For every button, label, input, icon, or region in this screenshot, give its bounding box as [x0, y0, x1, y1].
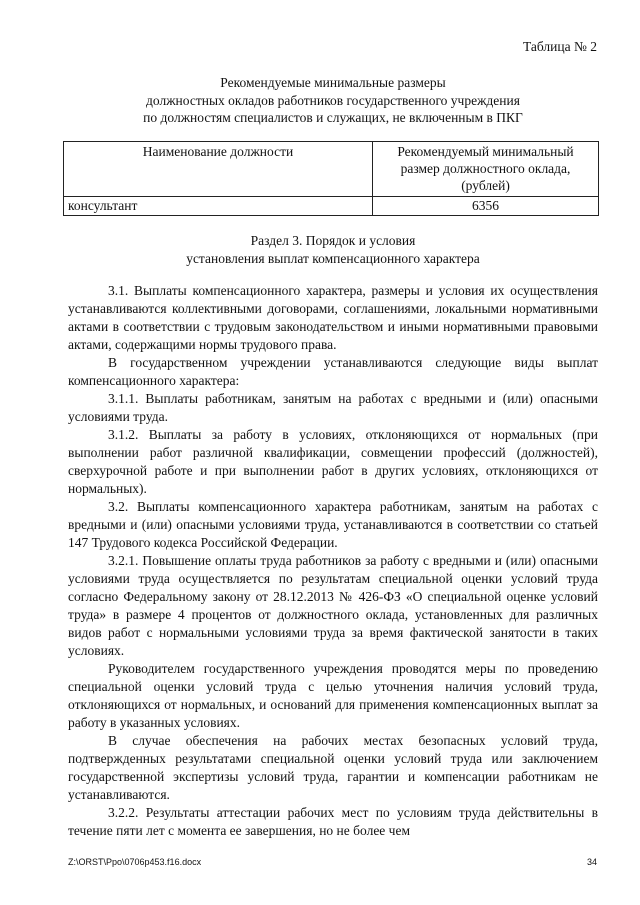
cell-salary: 6356 — [373, 197, 599, 216]
table-number-label: Таблица № 2 — [523, 39, 597, 54]
body-text — [68, 282, 598, 840]
paragraph: 3.1. Выплаты компенсационного характера, размеры и условия их осуществления устанавливаются коллективными договорами, соглашениями, локальными нормативными актами в соответствии с трудовым законодательством и иными нормативными правовыми актами, содержащими нормы трудового права. — [68, 283, 598, 352]
section-title-line: установления выплат компенсационного характера — [186, 251, 480, 266]
section-title — [68, 232, 598, 268]
table-header-row — [64, 142, 599, 197]
header-salary: Рекомендуемый минимальный размер должностного оклада, (рублей) — [373, 142, 599, 197]
table-title-line: должностных окладов работников государственного учреждения — [146, 92, 520, 108]
paragraph: Руководителем государственного учреждения проводятся меры по проведению специальной оценки условий труда с целью уточнения наличия условий труда, отклоняющихся от нормальных, и оснований для применения компенсационных выплат за работу в указанных условиях. — [68, 661, 598, 730]
paragraph: 3.2.1. Повышение оплаты труда работников за работу с вредными и (или) опасными условиями труда осуществляется по результатам специальной оценки условий труда согласно Федеральному закону от 28.12.2013 № 426-ФЗ «О специальной оценке условий труда» в размере 4 процентов от должностного оклада, установленных для различных видов работ с нормальными условиями труда за время фактической занятости в таких условиях. — [68, 553, 598, 658]
header-position: Наименование должности — [64, 142, 373, 197]
paragraph: 3.1.1. Выплаты работникам, занятым на работах с вредными и (или) опасными условиями труда. — [68, 391, 598, 424]
table-title-line: по должностям специалистов и служащих, не включенным в ПКГ — [143, 110, 523, 125]
cell-position: консультант — [64, 197, 373, 216]
paragraph: 3.2.2. Результаты аттестации рабочих мест по условиям труда действительны в течение пяти лет с момента ее завершения, но не более чем — [68, 805, 598, 838]
page-number: 34 — [586, 857, 597, 867]
table-title — [68, 74, 598, 127]
paragraph: 3.1.2. Выплаты за работу в условиях, отклоняющихся от нормальных (при выполнении работ различной квалификации, совмещении профессий (должностей), сверхурочной работе и при выполнении работ в других условиях, отклоняющихся от нормальных). — [68, 427, 598, 496]
paragraph: В государственном учреждении устанавливаются следующие виды выплат компенсационного характера: — [68, 355, 598, 388]
table-title-line: Рекомендуемые минимальные размеры — [220, 75, 446, 90]
paragraph: 3.2. Выплаты компенсационного характера работникам, занятым на работах с вредными и (или) опасными условиями труда, устанавливаются в соответствии со статьей 147 Трудового кодекса Российской Федерации. — [68, 499, 598, 550]
salary-table — [63, 141, 599, 216]
paragraph: В случае обеспечения на рабочих местах безопасных условий труда, подтвержденных результатами специальной оценки условий труда или заключением государственной экспертизы условий труда, гарантии и компенсации работникам не устанавливаются. — [68, 733, 598, 802]
table-row — [64, 197, 599, 216]
section-title-line: Раздел 3. Порядок и условия — [250, 233, 416, 248]
footer-file-path: Z:\ORST\Ppo\0706p453.f16.docx — [68, 857, 202, 867]
